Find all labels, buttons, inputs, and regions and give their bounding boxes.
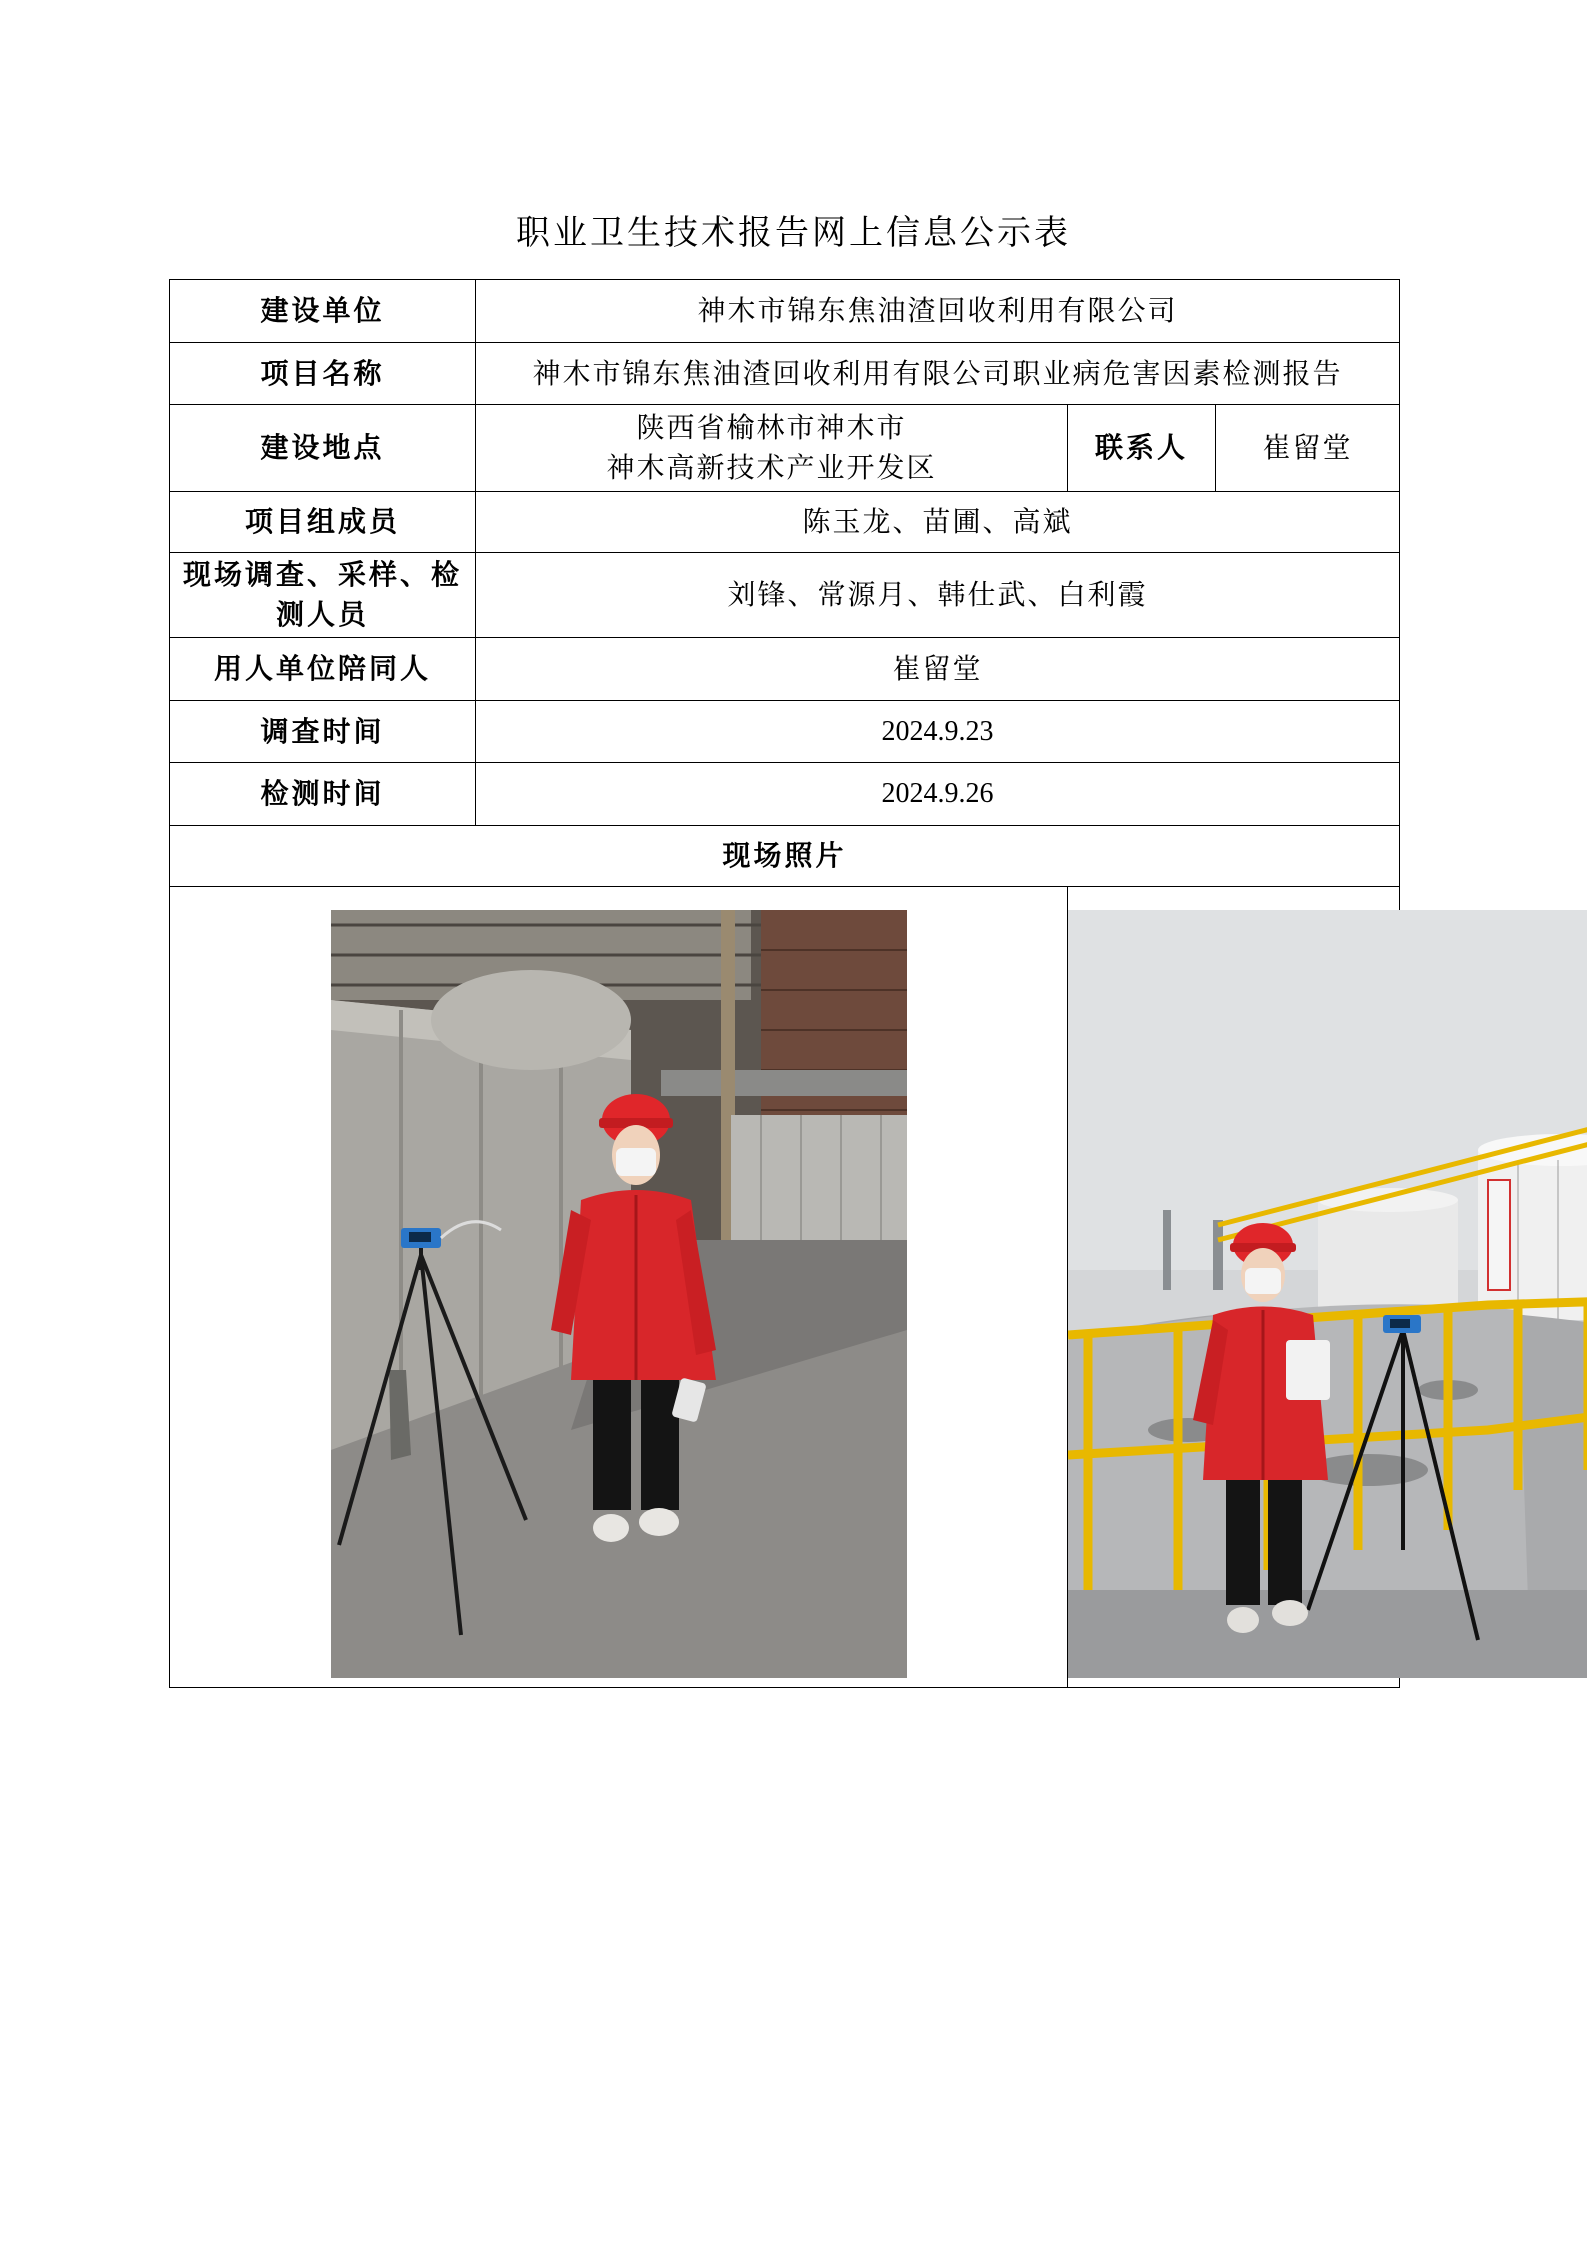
members-label: 项目组成员 — [170, 492, 476, 553]
row-survey-time — [170, 701, 1400, 763]
escort-value: 崔留堂 — [476, 638, 1400, 701]
unit-value: 神木市锦东焦油渣回收利用有限公司 — [476, 280, 1400, 343]
survey-staff-label-line2: 测人员 — [275, 598, 369, 631]
photo-cell-right — [1068, 887, 1400, 1688]
survey-staff-label-line1: 现场调查、采样、检 — [182, 558, 462, 591]
survey-staff-value: 刘锋、常源月、韩仕武、白利霞 — [476, 553, 1400, 638]
contact-label: 联系人 — [1068, 405, 1216, 492]
site-photo-outdoor — [1068, 910, 1587, 1678]
row-test-time — [170, 763, 1400, 826]
survey-staff-label — [170, 553, 476, 638]
escort-label: 用人单位陪同人 — [170, 638, 476, 701]
test-time-value: 2024.9.26 — [476, 763, 1400, 826]
row-photos-header — [170, 826, 1400, 887]
survey-time-label: 调查时间 — [170, 701, 476, 763]
row-photos — [170, 887, 1400, 1688]
unit-label: 建设单位 — [170, 280, 476, 343]
row-escort — [170, 638, 1400, 701]
project-value: 神木市锦东焦油渣回收利用有限公司职业病危害因素检测报告 — [476, 343, 1400, 405]
project-label: 项目名称 — [170, 343, 476, 405]
survey-time-value: 2024.9.23 — [476, 701, 1400, 763]
row-location — [170, 405, 1400, 492]
info-table — [169, 279, 1400, 1688]
page-title: 职业卫生技术报告网上信息公示表 — [516, 213, 1071, 253]
row-members — [170, 492, 1400, 553]
site-photo-indoor — [331, 910, 907, 1678]
test-time-label: 检测时间 — [170, 763, 476, 826]
photos-label: 现场照片 — [170, 826, 1400, 887]
contact-value: 崔留堂 — [1216, 405, 1400, 492]
location-line2: 神木高新技术产业开发区 — [606, 451, 937, 484]
location-label: 建设地点 — [170, 405, 476, 492]
members-value: 陈玉龙、苗圃、高斌 — [476, 492, 1400, 553]
row-survey-staff — [170, 553, 1400, 638]
photo-cell-left — [170, 887, 1068, 1688]
row-project — [170, 343, 1400, 405]
location-line1: 陕西省榆林市神木市 — [636, 411, 907, 444]
location-value — [476, 405, 1068, 492]
row-unit — [170, 280, 1400, 343]
